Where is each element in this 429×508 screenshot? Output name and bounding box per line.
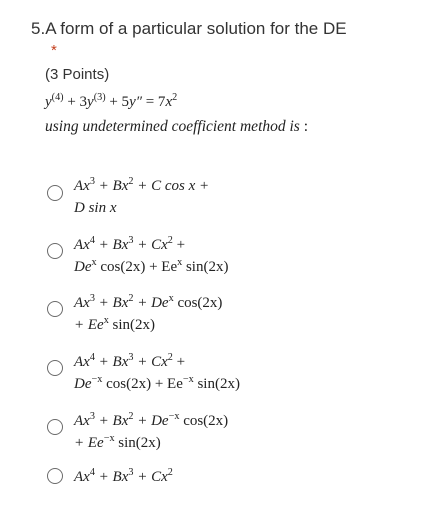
answer-option-4[interactable] bbox=[45, 351, 405, 395]
answer-option-5[interactable] bbox=[45, 410, 405, 454]
radio-button-3[interactable] bbox=[47, 301, 63, 317]
option-5-text: $Ax^3 + Bx^2 + De^{-x}$ cos(2x) + $Ee^{-x}$ sin(2x) bbox=[74, 411, 229, 451]
option-2-text: $Ax^4 + Bx^3 + Cx^2$ + $De^x$ $\cos(2x) + Ee^x$ sin(2x) bbox=[74, 235, 229, 275]
equation-description: using undetermined coefficient method is : bbox=[45, 118, 309, 135]
required-asterisk: * bbox=[51, 42, 57, 59]
differential-equation: $y^{(4)} + 3y^{(3)} + 5y'' = 7x^2$ bbox=[45, 92, 178, 110]
option-6-text: $Ax^4 + Bx^3 + Cx^2$ bbox=[74, 467, 173, 485]
radio-button-4[interactable] bbox=[47, 360, 63, 376]
question-number: 5. bbox=[31, 19, 46, 38]
question-text: A form of a particular solution for the DE bbox=[45, 19, 347, 38]
radio-button-1[interactable] bbox=[47, 185, 63, 201]
radio-button-2[interactable] bbox=[47, 243, 63, 259]
question-title bbox=[31, 19, 347, 39]
answer-option-1[interactable] bbox=[45, 175, 405, 219]
answer-option-3[interactable] bbox=[45, 292, 405, 336]
answer-option-6[interactable] bbox=[45, 466, 405, 490]
radio-button-6[interactable] bbox=[47, 468, 63, 484]
option-3-text: $Ax^3 + Bx^2 + De^x$ cos(2x) + $Ee^x$ sin(2x) bbox=[74, 293, 223, 333]
radio-button-5[interactable] bbox=[47, 419, 63, 435]
points-label: (3 Points) bbox=[45, 66, 110, 83]
option-4-text: $Ax^4 + Bx^3 + Cx^2$ + $De^{-x}$ $\cos(2x) + Ee^{-x}$ sin(2x) bbox=[74, 352, 240, 392]
answer-option-2[interactable] bbox=[45, 234, 405, 278]
option-1-text: $Ax^3 + Bx^2 + C$ cos x + D sin x bbox=[74, 176, 210, 216]
